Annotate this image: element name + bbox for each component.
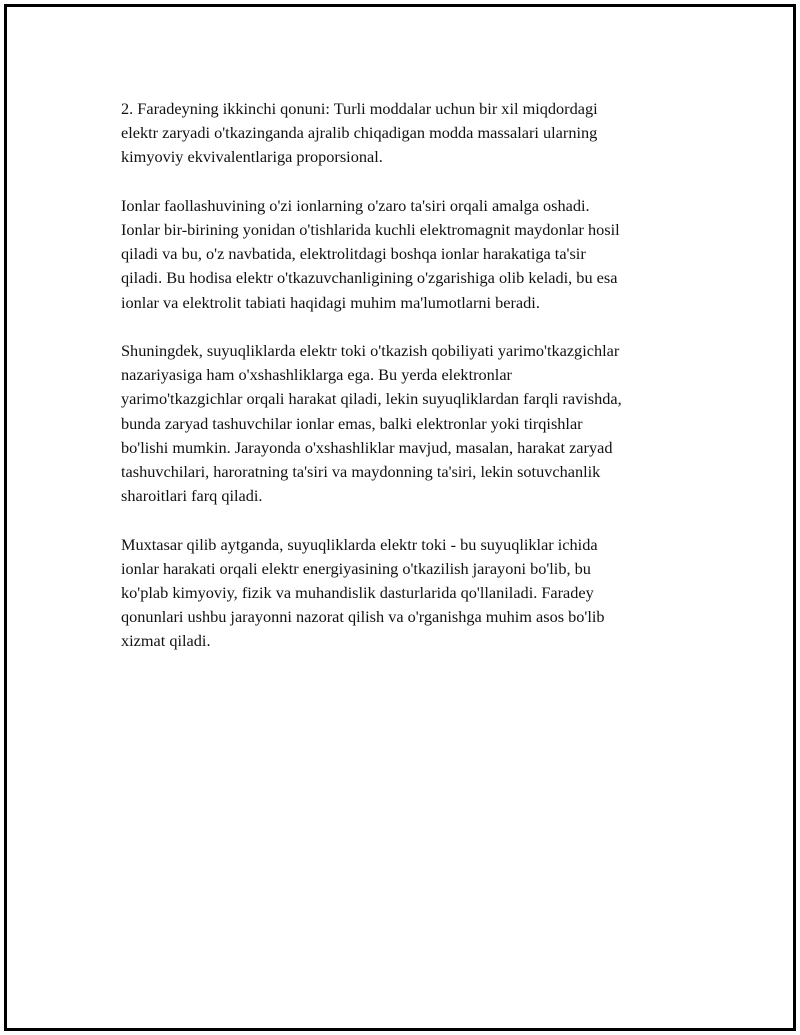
paragraph-summary: Muxtasar qilib aytganda, suyuqliklarda elektr toki - bu suyuqliklar ichida ionlar harakati orqali elektr energiyasining o'tkazilish jarayoni bo'lib, bu ko'plab kimyoviy, fizik va muhandislik dasturlarida qo'llaniladi. Faradey qonunlari ushbu jarayonni nazorat qilish va o'rganishga muhim asos bo'lib xizmat qiladi. <box>121 534 605 651</box>
paragraph-semiconductor-analogy: Shuningdek, suyuqliklarda elektr toki o'tkazish qobiliyati yarimo'tkazgichlar nazariyasiga ham o'xshashliklarga ega. Bu yerda elektronlar yarimo'tkazgichlar orqali harakat qiladi, lekin suyuqliklardan farqli ravishda, bunda zaryad tashuvchilar ionlar emas, balki elektronlar yoki tirqishlar bo'lishi mumkin. Jarayonda o'xshashliklar mavjud, masalan, harakat zaryad tashuvchilari, haroratning ta'siri va maydonning ta'siri, lekin sotuvchanlik sharoitlari farq qiladi. <box>121 341 622 506</box>
document-page <box>4 4 796 1031</box>
paragraph-ion-interaction: Ionlar faollashuvining o'zi ionlarning o'zaro ta'siri orqali amalga oshadi. Ionlar bir-birining yonidan o'tishlarida kuchli elektromagnit maydonlar hosil qiladi va bu, o'z navbatida, elektrolitdagi boshqa ionlar harakatiga ta'sir qiladi. Bu hodisa elektr o'tkazuvchanligining o'zgarishiga olib keladi, bu esa ionlar va elektrolit tabiati haqidagi muhim ma'lumotlarni beradi. <box>121 195 620 312</box>
document-body <box>121 97 701 678</box>
paragraph-faraday-second-law: 2. Faradeyning ikkinchi qonuni: Turli moddalar uchun bir xil miqdordagi elektr zaryadi o'tkazinganda ajralib chiqadigan modda massalari ularning kimyoviy ekvivalentlariga proporsional. <box>121 99 598 167</box>
